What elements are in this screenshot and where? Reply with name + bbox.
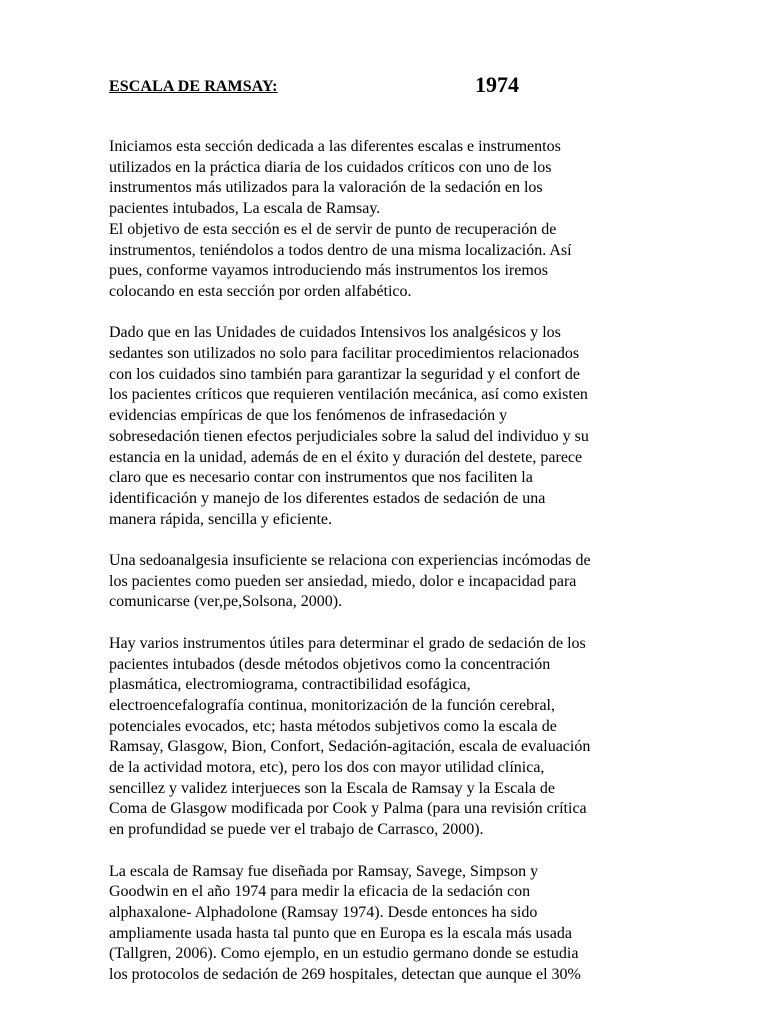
document-header [109, 72, 688, 102]
paragraph-instruments [109, 634, 669, 841]
text-line: claro que es necesario contar con instrumentos que nos faciliten la [109, 469, 533, 487]
text-line: alphaxalone- Alphadolone (Ramsay 1974). Desde entonces ha sido [109, 903, 538, 921]
paragraph-rationale [109, 323, 669, 530]
text-line: La escala de Ramsay fue diseñada por Ramsay, Savege, Simpson y [109, 862, 539, 880]
text-line: plasmática, electromiograma, contractibilidad esofágica, [109, 676, 471, 694]
text-line: evidencias empíricas de que los fenómenos de infrasedación y [109, 407, 508, 425]
text-line: pues, conforme vayamos introduciendo más instrumentos los iremos [109, 262, 549, 280]
text-line: potenciales evocados, etc; hasta métodos subjetivos como la escala de [109, 717, 557, 735]
text-line: comunicarse (ver,pe,Solsona, 2000). [109, 593, 343, 611]
text-line: instrumentos más utilizados para la valoración de la sedación en los [109, 179, 543, 197]
text-line: colocando en esta sección por orden alfabético. [109, 282, 412, 300]
text-line: electroencefalografía continua, monitorización de la función cerebral, [109, 696, 555, 714]
text-line: Goodwin en el año 1974 para medir la eficacia de la sedación con [109, 883, 531, 901]
document-title: ESCALA DE RAMSAY: [109, 78, 278, 95]
text-line: ampliamente usada hasta tal punto que en Europa es la escala más usada [109, 924, 572, 942]
text-line: sencillez y validez interjueces son la Escala de Ramsay y la Escala de [109, 779, 556, 797]
text-line: con los cuidados sino también para garantizar la seguridad y el confort de [109, 365, 580, 383]
text-line: instrumentos, teniéndolos a todos dentro de una misma localización. Así [109, 241, 572, 259]
text-line: los protocolos de sedación de 269 hospitales, detectan que aunque el 30% [109, 966, 581, 984]
text-line: pacientes intubados, La escala de Ramsay. [109, 200, 381, 218]
text-line: en profundidad se puede ver el trabajo de Carrasco, 2000). [109, 821, 484, 839]
text-line: Dado que en las Unidades de cuidados Intensivos los analgésicos y los [109, 324, 561, 342]
text-line: identificación y manejo de los diferentes estados de sedación de una [109, 489, 546, 507]
text-line: utilizados en la práctica diaria de los cuidados críticos con uno de los [109, 158, 552, 176]
text-line: de la actividad motora, etc), pero los dos con mayor utilidad clínica, [109, 759, 545, 777]
text-line: Coma de Glasgow modificada por Cook y Palma (para una revisión crítica [109, 800, 587, 818]
text-line: Iniciamos esta sección dedicada a las diferentes escalas e instrumentos [109, 138, 561, 155]
text-line: sobresedación tienen efectos perjudiciales sobre la salud del individuo y su [109, 427, 589, 445]
text-line: los pacientes como pueden ser ansiedad, miedo, dolor e incapacidad para [109, 572, 577, 590]
text-line: estancia en la unidad, además de en el éxito y duración del destete, parece [109, 448, 583, 466]
text-line: (Tallgren, 2006). Como ejemplo, en un estudio germano donde se estudia [109, 945, 579, 963]
paragraph-sedoanalgesia [109, 551, 669, 613]
text-line: manera rápida, sencilla y eficiente. [109, 510, 332, 528]
document-body [109, 137, 669, 1006]
text-line: El objetivo de esta sección es el de servir de punto de recuperación de [109, 220, 557, 238]
text-line: Una sedoanalgesia insuficiente se relaciona con experiencias incómodas de [109, 552, 591, 570]
text-line: los pacientes críticos que requieren ventilación mecánica, así como existen [109, 386, 588, 404]
paragraph-ramsay-history [109, 862, 669, 986]
text-line: sedantes son utilizados no solo para facilitar procedimientos relacionados [109, 345, 580, 363]
document-year: 1974 [475, 72, 519, 97]
text-line: Ramsay, Glasgow, Bion, Confort, Sedación-agitación, escala de evaluación [109, 738, 591, 756]
text-line: Hay varios instrumentos útiles para determinar el grado de sedación de los [109, 634, 586, 652]
paragraph-introduction [109, 137, 669, 303]
text-line: pacientes intubados (desde métodos objetivos como la concentración [109, 655, 551, 673]
